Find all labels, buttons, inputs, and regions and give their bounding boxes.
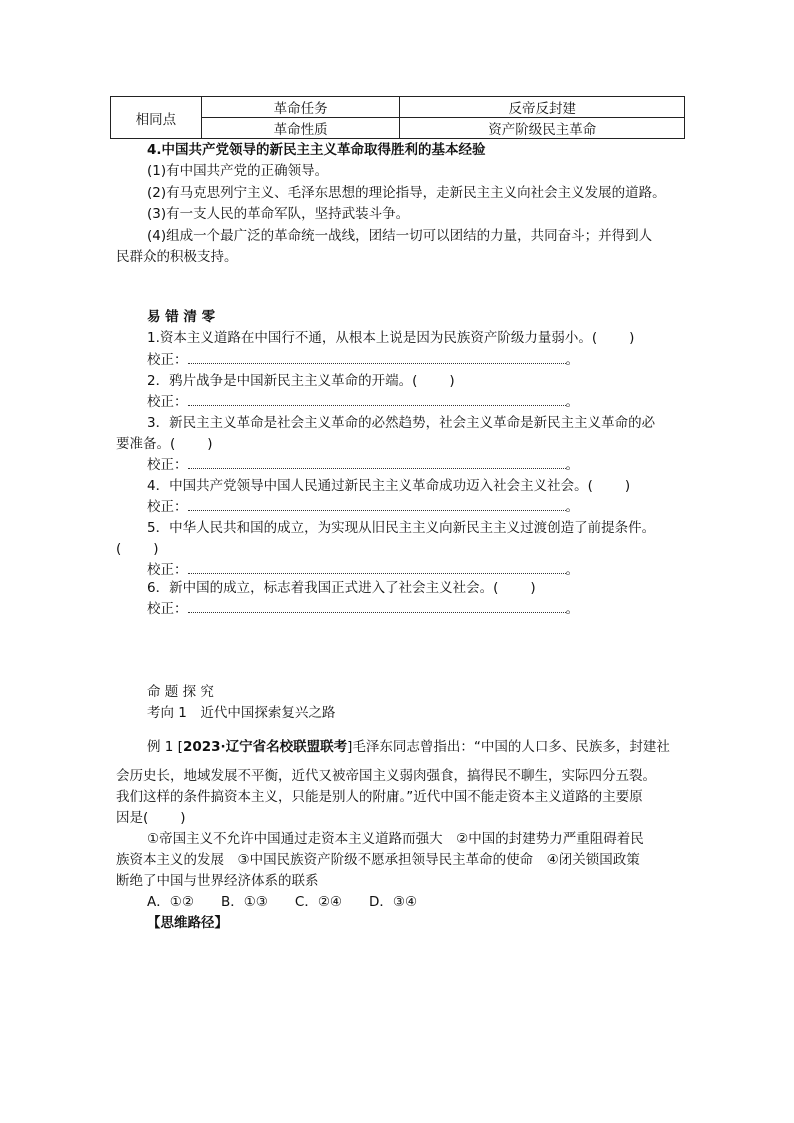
section-title-errors: 易 错 清 零 — [147, 309, 216, 325]
table-cell: 革命任务 — [201, 97, 400, 118]
example-line — [147, 737, 670, 757]
option-line: 断绝了中国与世界经济体系的联系 — [116, 873, 319, 889]
question-3-cont — [116, 434, 213, 454]
table-cell: 反帝反封建 — [400, 97, 685, 118]
option-line: ①帝国主义不允许中国通过走资本主义道路而强大 ②中国的封建势力严重阻碍着民 — [147, 831, 644, 847]
close-paren: ) — [153, 541, 159, 557]
answer-blank[interactable] — [188, 612, 566, 613]
end-mark: 。 — [565, 601, 579, 617]
table-cell: 革命性质 — [201, 118, 400, 139]
experience-item: (2)有马克思列宁主义、毛泽东思想的理论指导，走新民主主义向社会主义发展的道路。 — [147, 185, 666, 201]
question-text: 2．鸦片战争是中国新民主主义革命的开端。( — [147, 373, 418, 389]
example-text: 因是( — [116, 810, 149, 826]
answer-blank[interactable] — [188, 405, 566, 406]
question-6 — [147, 578, 536, 598]
question-2 — [147, 371, 455, 391]
correction-line — [147, 497, 579, 517]
question-5-cont — [116, 539, 159, 559]
section-title-explore: 命 题 探 究 — [147, 684, 214, 700]
question-5: 5．中华人民共和国的成立，为实现从旧民主主义向新民主主义过渡创造了前提条件。 — [147, 520, 656, 536]
thinking-path-label: 【思维路径】 — [147, 915, 228, 931]
example-line — [116, 808, 186, 828]
question-text: 4．中国共产党领导中国人民通过新民主主义革命成功迈入社会主义社会。( — [147, 478, 593, 494]
close-paren: ) — [449, 373, 455, 389]
correction-line — [147, 560, 579, 580]
correction-label: 校正： — [147, 601, 188, 617]
answer-blank[interactable] — [188, 510, 566, 511]
question-text: 6．新中国的成立，标志着我国正式进入了社会主义社会。( — [147, 580, 499, 596]
experience-item: (1)有中国共产党的正确领导。 — [147, 163, 329, 179]
experience-item: 民群众的积极支持。 — [116, 249, 238, 265]
end-mark: 。 — [565, 499, 579, 515]
question-3: 3．新民主主义革命是社会主义革命的必然趋势，社会主义革命是新民主主义革命的必 — [147, 415, 656, 431]
example-source: 2023·辽宁省名校联盟联考 — [182, 739, 348, 755]
close-paren: ) — [624, 478, 631, 494]
question-4 — [147, 476, 630, 496]
correction-label: 校正： — [147, 499, 188, 515]
table-row — [111, 97, 685, 118]
close-paren: ) — [629, 330, 635, 346]
table-cell: 资产阶级民主革命 — [400, 118, 685, 139]
correction-label: 校正： — [147, 352, 188, 368]
experience-heading: 4.中国共产党领导的新民主主义革命取得胜利的基本经验 — [147, 142, 486, 158]
end-mark: 。 — [565, 457, 579, 473]
question-1 — [147, 328, 634, 348]
table-row-header: 相同点 — [111, 97, 202, 139]
end-mark: 。 — [565, 394, 579, 410]
answer-blank[interactable] — [188, 468, 566, 469]
comparison-table — [110, 96, 685, 139]
correction-label: 校正： — [147, 394, 188, 410]
correction-label: 校正： — [147, 562, 188, 578]
end-mark: 。 — [565, 562, 579, 578]
answer-blank[interactable] — [188, 363, 566, 364]
correction-label: 校正： — [147, 457, 188, 473]
example-prefix: 例 1 [ — [147, 739, 183, 755]
correction-line — [147, 455, 579, 475]
question-text: 1.资本主义道路在中国行不通，从根本上说是因为民族资产阶级力量弱小。( — [147, 330, 598, 346]
example-line: 我们这样的条件搞资本主义，只能是别人的附庸。”近代中国不能走资本主义道路的主要原 — [116, 789, 643, 805]
close-paren: ) — [207, 436, 213, 452]
experience-item: (3)有一支人民的革命军队，坚持武装斗争。 — [147, 206, 410, 222]
option-line: 族资本主义的发展 ③中国民族资产阶级不愿承担领导民主革命的使命 ④闭关锁国政策 — [116, 852, 640, 868]
question-text: ( — [116, 541, 122, 557]
example-text: ]毛泽东同志曾指出：“中国的人口多、民族多，封建社 — [347, 739, 670, 755]
answer-blank[interactable] — [188, 573, 566, 574]
end-mark: 。 — [565, 352, 579, 368]
answer-choices[interactable]: A．①② B．①③ C．②④ D．③④ — [147, 894, 418, 910]
experience-item: (4)组成一个最广泛的革命统一战线，团结一切可以团结的力量，共同奋斗；并得到人 — [147, 228, 653, 244]
exam-direction: 考向 1 近代中国探索复兴之路 — [147, 705, 336, 721]
correction-line — [147, 392, 579, 412]
correction-line — [147, 350, 579, 370]
correction-line — [147, 599, 579, 619]
question-text: 要准备。( — [116, 436, 176, 452]
close-paren: ) — [530, 580, 536, 596]
close-paren: ) — [180, 810, 186, 826]
example-line: 会历史长，地域发展不平衡，近代又被帝国主义弱肉强食，搞得民不聊生，实际四分五裂。 — [116, 768, 656, 784]
